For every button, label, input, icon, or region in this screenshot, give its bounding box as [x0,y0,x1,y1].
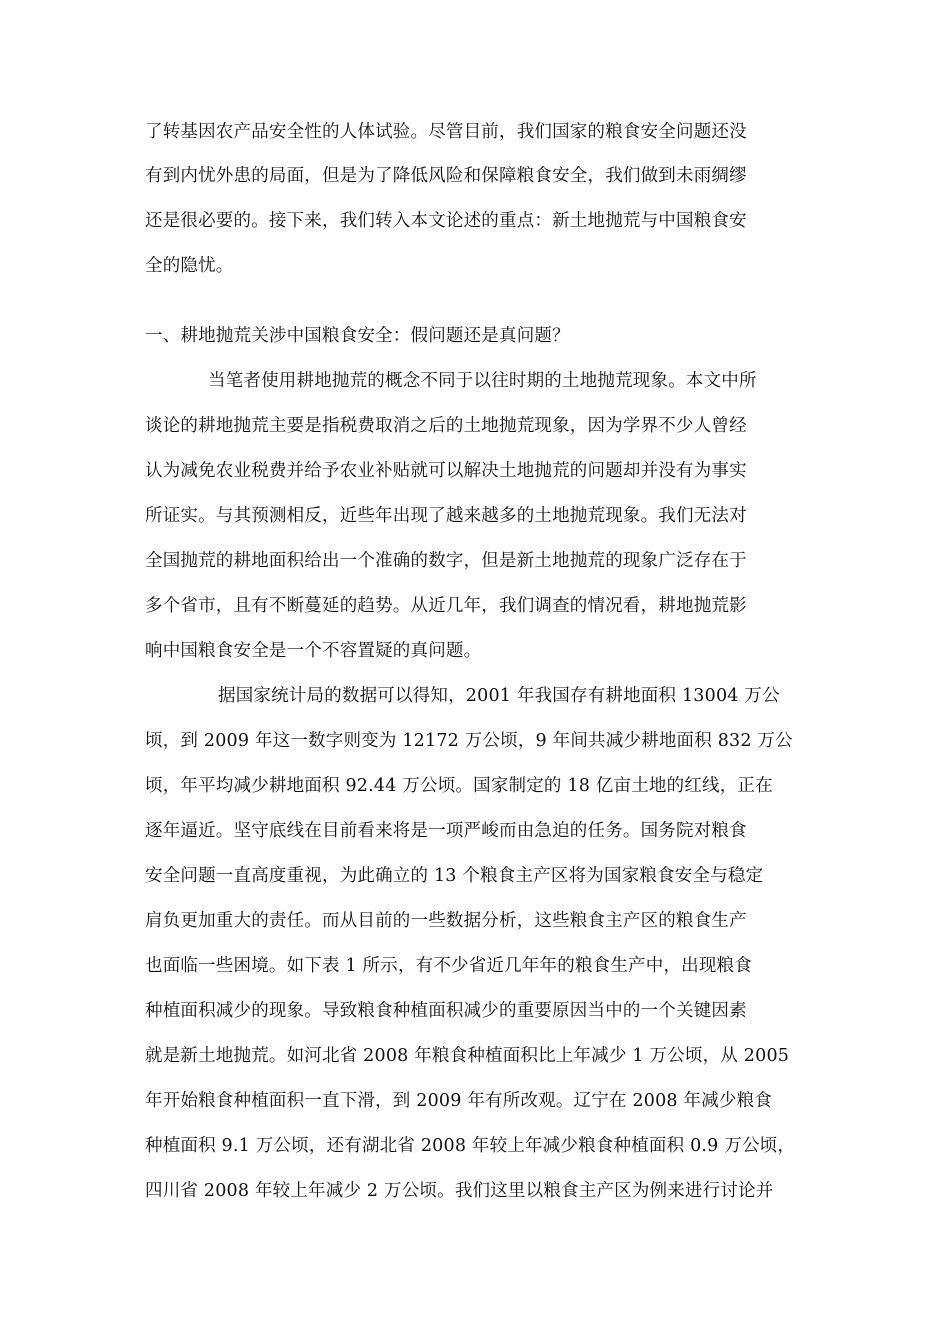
paragraph-intro-line-4: 全的隐忧。 [145,256,234,276]
section-heading: 一、耕地抛荒关涉中国粮食安全：假问题还是真问题？ [145,326,570,346]
paragraph-3-line-6: 肩负更加重大的责任。而从目前的一些数据分析，这些粮食主产区的粮食生产 [145,911,747,931]
paragraph-3-line-10: 年开始粮食种植面积一直下滑，到 2009 年有所改观。辽宁在 2008 年减少粮食 [145,1091,773,1111]
paragraph-intro-line-1: 了转基因农产品安全性的人体试验。尽管目前，我们国家的粮食安全问题还没 [145,122,747,142]
paragraph-3-line-7: 也面临一些困境。如下表 1 所示，有不少省近几年年的粮食生产中，出现粮食 [145,956,752,976]
paragraph-3-line-12: 四川省 2008 年较上年减少 2 万公顷。我们这里以粮食主产区为例来进行讨论并 [145,1181,774,1201]
paragraph-2-line-2: 谈论的耕地抛荒主要是指税费取消之后的土地抛荒现象，因为学界不少人曾经 [145,416,747,436]
paragraph-3-line-3: 顷，年平均减少耕地面积 92.44 万公顷。国家制定的 18 亿亩土地的红线，正在 [145,776,773,796]
paragraph-2-line-7: 响中国粮食安全是一个不容置疑的真问题。 [145,641,482,661]
paragraph-3-line-4: 逐年逼近。坚守底线在目前看来将是一项严峻而由急迫的任务。国务院对粮食 [145,821,747,841]
paragraph-3-line-1: 据国家统计局的数据可以得知，2001 年我国存有耕地面积 13004 万公 [218,686,780,706]
paragraph-2-line-4: 所证实。与其预测相反，近些年出现了越来越多的土地抛荒现象。我们无法对 [145,506,747,526]
paragraph-intro-line-2: 有到内忧外患的局面，但是为了降低风险和保障粮食安全，我们做到未雨绸缪 [145,166,747,186]
paragraph-2-line-3: 认为减免农业税费并给予农业补贴就可以解决土地抛荒的问题却并没有为事实 [145,461,747,481]
paragraph-2-line-1: 当笔者使用耕地抛荒的概念不同于以往时期的土地抛荒现象。本文中所 [208,371,757,391]
paragraph-intro-line-3: 还是很必要的。接下来，我们转入本文论述的重点：新土地抛荒与中国粮食安 [145,211,747,231]
paragraph-3-line-2: 顷，到 2009 年这一数字则变为 12172 万公顷，9 年间共减少耕地面积 832 万公 [145,731,793,751]
paragraph-3-line-11: 种植面积 9.1 万公顷，还有湖北省 2008 年较上年减少粮食种植面积 0.9 万公顷， [145,1136,796,1156]
paragraph-2-line-5: 全国抛荒的耕地面积给出一个准确的数字，但是新土地抛荒的现象广泛存在于 [145,551,747,571]
paragraph-3-line-5: 安全问题一直高度重视，为此确立的 13 个粮食主产区将为国家粮食安全与稳定 [145,866,764,886]
paragraph-3-line-8: 种植面积减少的现象。导致粮食种植面积减少的重要原因当中的一个关键因素 [145,1001,747,1021]
paragraph-2-line-6: 多个省市，且有不断蔓延的趋势。从近几年，我们调查的情况看，耕地抛荒影 [145,596,747,616]
paragraph-3-line-9: 就是新土地抛荒。如河北省 2008 年粮食种植面积比上年减少 1 万公顷，从 2005 [145,1046,790,1066]
